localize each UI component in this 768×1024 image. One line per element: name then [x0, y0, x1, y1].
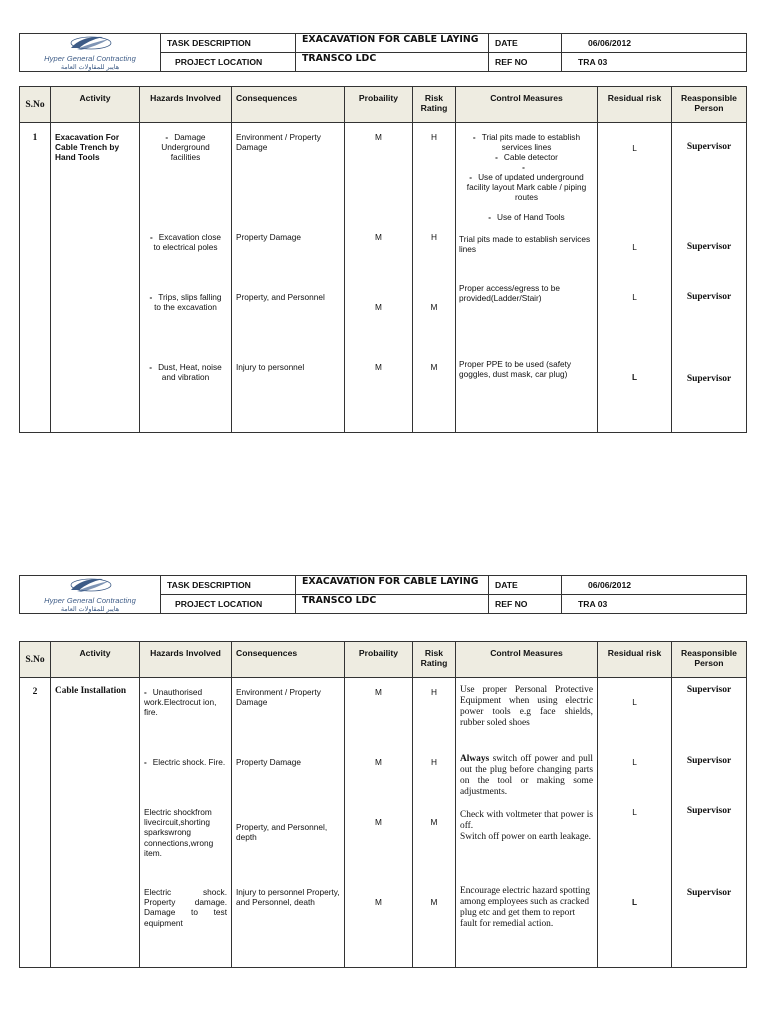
risk-value: H — [431, 232, 437, 242]
location-value: TRANSCO LDC — [296, 595, 489, 614]
col-risk: Risk Rating — [413, 87, 456, 123]
risk-value: M — [430, 362, 438, 372]
person-cell — [672, 678, 747, 968]
risk-table — [19, 641, 747, 968]
consequence-item: Injury to personnel — [236, 362, 305, 372]
risk-cell — [413, 123, 456, 433]
responsible-person: Supervisor — [686, 756, 732, 766]
col-person: Reasponsible Person — [672, 87, 747, 123]
probability-value: M — [375, 132, 382, 142]
responsible-person: Supervisor — [686, 374, 732, 384]
sno-cell: 1 — [20, 123, 51, 433]
col-risk: Risk Rating — [413, 642, 456, 678]
control-item: - Cable detector — [495, 152, 558, 162]
hazard-item: - Damage Underground facilities — [161, 132, 210, 163]
consequence-item: Property, and Personnel, depth — [236, 822, 328, 843]
residual-value: L — [632, 697, 637, 707]
responsible-person: Supervisor — [686, 685, 732, 695]
company-name: Hyper General Contracting — [44, 596, 136, 605]
residual-cell — [598, 123, 672, 433]
consequence-item: Environment / Property Damage — [236, 132, 321, 153]
consequence-item: Property Damage — [236, 757, 302, 767]
hazard-item: - Trips, slips falling to the excavation — [149, 292, 222, 313]
task-value: EXACAVATION FOR CABLE LAYING — [296, 34, 489, 53]
probability-value: M — [375, 757, 382, 767]
control-item: Use proper Personal Protective Equipment when using electric power tools e.g face shields, rubber soled shoes — [460, 685, 593, 728]
responsible-person: Supervisor — [686, 806, 732, 816]
hazards-cell — [140, 678, 232, 968]
task-label: TASK DESCRIPTION — [161, 576, 296, 595]
risk-table — [19, 86, 747, 433]
activity-cell: Exacavation For Cable Trench by Hand Tools — [51, 123, 140, 433]
consequence-item: Environment / Property Damage — [236, 687, 321, 708]
task-label: TASK DESCRIPTION — [161, 34, 296, 53]
control-item: Proper PPE to be used (safety goggles, dust mask, car plug) — [459, 359, 572, 380]
col-probability: Probaility — [345, 87, 413, 123]
col-activity: Activity — [51, 642, 140, 678]
company-logo-icon — [67, 576, 113, 594]
probability-value: M — [375, 897, 382, 907]
header-table — [19, 575, 747, 614]
col-sno: S.No — [20, 642, 51, 678]
residual-value: L — [632, 807, 637, 817]
hazard-item: - Unauthorised work.Electrocut ion, fire. — [144, 687, 217, 718]
date-label: DATE — [489, 34, 562, 53]
hazard-item: - Electric shock. Fire. — [144, 757, 226, 767]
location-label: PROJECT LOCATION — [161, 53, 296, 72]
probability-cell — [345, 123, 413, 433]
col-residual: Residual risk — [598, 87, 672, 123]
company-logo — [20, 576, 161, 614]
probability-value: M — [375, 687, 382, 697]
company-name: Hyper General Contracting — [44, 54, 136, 63]
task-value: EXACAVATION FOR CABLE LAYING — [296, 576, 489, 595]
responsible-person: Supervisor — [686, 242, 732, 252]
control-cell — [456, 678, 598, 968]
control-item: - Trial pits made to establish services lines — [472, 132, 581, 153]
risk-cell — [413, 678, 456, 968]
residual-value: L — [632, 143, 637, 153]
location-value: TRANSCO LDC — [296, 53, 489, 72]
consequence-item: Injury to personnel Property, and Personnel, death — [236, 887, 340, 908]
header-table — [19, 33, 747, 72]
col-consequences: Consequences — [232, 642, 345, 678]
residual-cell — [598, 678, 672, 968]
col-residual: Residual risk — [598, 642, 672, 678]
hazard-item: Electric shockfrom livecircuit,shorting sparkswrong connections,wrong item. — [144, 807, 214, 858]
residual-value: L — [632, 757, 637, 767]
col-sno: S.No — [20, 87, 51, 123]
control-item: - Use of Hand Tools — [488, 212, 565, 222]
control-item: - Use of updated underground facility layout Mark cable / piping routes — [466, 172, 587, 203]
control-item: Encourage electric hazard spotting among employees such as cracked plug etc and get them to report fault for remedial action. — [460, 886, 590, 929]
consequences-cell — [232, 678, 345, 968]
control-cell — [456, 123, 598, 433]
control-item: - — [522, 162, 525, 172]
col-activity: Activity — [51, 87, 140, 123]
date-label: DATE — [489, 576, 562, 595]
consequences-cell — [232, 123, 345, 433]
company-name-arabic: هايبر للمقاولات العامة — [60, 64, 120, 71]
residual-value: L — [632, 292, 637, 302]
risk-value: M — [430, 302, 438, 312]
risk-value: H — [431, 132, 437, 142]
consequence-item: Property, and Personnel — [236, 292, 325, 302]
hazard-item: - Excavation close to electrical poles — [149, 232, 222, 253]
risk-value: H — [431, 687, 437, 697]
col-control: Control Measures — [456, 642, 598, 678]
residual-value: L — [631, 372, 638, 382]
col-control: Control Measures — [456, 87, 598, 123]
col-hazards: Hazards Involved — [140, 87, 232, 123]
sno-cell: 2 — [20, 678, 51, 968]
date-value: 06/06/2012 — [562, 34, 747, 53]
ref-value: TRA 03 — [562, 595, 747, 614]
responsible-person: Supervisor — [686, 888, 732, 898]
col-probability: Probaility — [345, 642, 413, 678]
company-name-arabic: هايبر للمقاولات العامة — [60, 606, 120, 613]
consequence-item: Property Damage — [236, 232, 302, 242]
control-item: Proper access/egress to be provided(Ladder/Stair) — [459, 283, 560, 304]
control-item: Check with voltmeter that power is off. Switch off power on earth leakage. — [460, 810, 593, 842]
probability-value: M — [375, 302, 382, 312]
hazards-cell — [140, 123, 232, 433]
ref-label: REF NO — [489, 595, 562, 614]
risk-value: H — [431, 757, 437, 767]
residual-value: L — [631, 897, 638, 907]
probability-value: M — [375, 362, 382, 372]
col-person: Reasponsible Person — [672, 642, 747, 678]
location-label: PROJECT LOCATION — [161, 595, 296, 614]
ref-value: TRA 03 — [562, 53, 747, 72]
date-value: 06/06/2012 — [562, 576, 747, 595]
risk-value: M — [430, 897, 438, 907]
company-logo — [20, 34, 161, 72]
probability-cell — [345, 678, 413, 968]
col-consequences: Consequences — [232, 87, 345, 123]
hazard-item: Electric shock. Property damage. Damage to test equipment — [144, 887, 227, 928]
person-cell — [672, 123, 747, 433]
probability-value: M — [375, 817, 382, 827]
control-item: Trial pits made to establish services lines — [459, 234, 591, 255]
control-item: Always switch off power and pull out the plug before changing parts on the tool or making some adjustments. — [460, 754, 593, 797]
company-logo-icon — [67, 34, 113, 52]
col-hazards: Hazards Involved — [140, 642, 232, 678]
risk-value: M — [430, 817, 438, 827]
probability-value: M — [375, 232, 382, 242]
ref-label: REF NO — [489, 53, 562, 72]
activity-cell: Cable Installation — [51, 678, 140, 968]
responsible-person: Supervisor — [686, 292, 732, 302]
hazard-item: - Dust, Heat, noise and vibration — [149, 362, 222, 383]
residual-value: L — [632, 242, 637, 252]
responsible-person: Supervisor — [686, 142, 732, 152]
